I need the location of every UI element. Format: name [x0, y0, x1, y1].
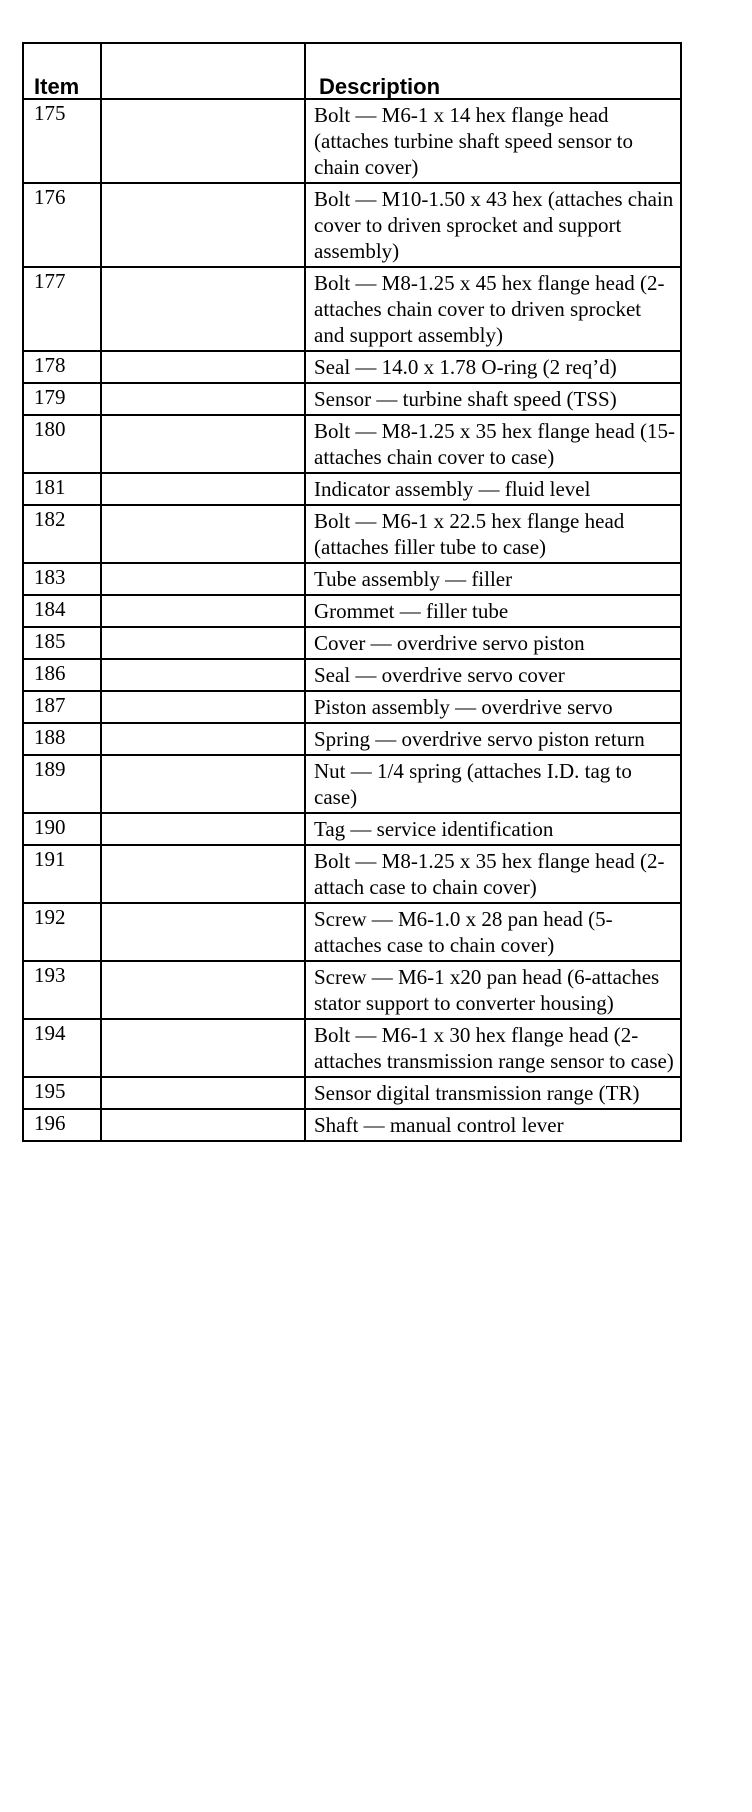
- item-number: 190: [34, 815, 66, 839]
- item-description: Grommet — filler tube: [314, 599, 509, 623]
- item-number: 187: [34, 693, 66, 717]
- item-number: 193: [34, 963, 66, 987]
- item-number: 177: [34, 269, 66, 293]
- blank-cell: [101, 595, 305, 627]
- table-row: [23, 563, 681, 595]
- table-row: [23, 813, 681, 845]
- item-cell: [23, 755, 101, 813]
- item-cell: [23, 505, 101, 563]
- item-header-label: Item: [34, 74, 80, 99]
- description-cell: [305, 845, 681, 903]
- table-row: [23, 961, 681, 1019]
- item-number: 183: [34, 565, 66, 589]
- description-cell: [305, 267, 681, 351]
- description-cell: [305, 595, 681, 627]
- description-cell: [305, 903, 681, 961]
- item-number: 179: [34, 385, 66, 409]
- blank-cell: [101, 383, 305, 415]
- description-cell: [305, 563, 681, 595]
- item-cell: [23, 813, 101, 845]
- item-description: Nut — 1/4 spring (attaches I.D. tag to case): [314, 759, 632, 809]
- item-description: Bolt — M6-1 x 22.5 hex flange head (attaches filler tube to case): [314, 509, 625, 559]
- blank-cell: [101, 99, 305, 183]
- blank-cell: [101, 1019, 305, 1077]
- description-cell: [305, 473, 681, 505]
- item-number: 185: [34, 629, 66, 653]
- item-number: 195: [34, 1079, 66, 1103]
- blank-cell: [101, 1109, 305, 1141]
- table-row: [23, 351, 681, 383]
- blank-cell: [101, 723, 305, 755]
- item-description: Seal — overdrive servo cover: [314, 663, 565, 687]
- item-number: 184: [34, 597, 66, 621]
- table-row: [23, 845, 681, 903]
- blank-cell: [101, 691, 305, 723]
- table-row: [23, 415, 681, 473]
- item-cell: [23, 627, 101, 659]
- item-number: 186: [34, 661, 66, 685]
- item-cell: [23, 473, 101, 505]
- item-column-header: [23, 43, 101, 99]
- table-row: [23, 691, 681, 723]
- table-row: [23, 595, 681, 627]
- item-number: 191: [34, 847, 66, 871]
- description-cell: [305, 755, 681, 813]
- item-cell: [23, 961, 101, 1019]
- table-row: [23, 723, 681, 755]
- description-cell: [305, 691, 681, 723]
- description-cell: [305, 813, 681, 845]
- item-number: 189: [34, 757, 66, 781]
- item-description: Seal — 14.0 x 1.78 O-ring (2 req’d): [314, 355, 617, 379]
- description-cell: [305, 383, 681, 415]
- blank-cell: [101, 563, 305, 595]
- blank-cell: [101, 813, 305, 845]
- item-description: Bolt — M8-1.25 x 45 hex flange head (2- attaches chain cover to driven sprocket and support assembly): [314, 271, 665, 347]
- item-cell: [23, 1109, 101, 1141]
- table-row: [23, 505, 681, 563]
- item-cell: [23, 595, 101, 627]
- item-cell: [23, 383, 101, 415]
- item-cell: [23, 415, 101, 473]
- table-row: [23, 755, 681, 813]
- table-row: [23, 473, 681, 505]
- item-number: 194: [34, 1021, 66, 1045]
- item-description: Bolt — M6-1 x 30 hex flange head (2-attaches transmission range sensor to case): [314, 1023, 674, 1073]
- item-description: Tube assembly — filler: [314, 567, 513, 591]
- item-description: Bolt — M8-1.25 x 35 hex flange head (2-attach case to chain cover): [314, 849, 665, 899]
- item-cell: [23, 1019, 101, 1077]
- description-column-header: [305, 43, 681, 99]
- table-row: [23, 383, 681, 415]
- blank-cell: [101, 845, 305, 903]
- item-description: Sensor — turbine shaft speed (TSS): [314, 387, 617, 411]
- blank-cell: [101, 267, 305, 351]
- item-cell: [23, 351, 101, 383]
- item-number: 192: [34, 905, 66, 929]
- description-cell: [305, 415, 681, 473]
- description-cell: [305, 99, 681, 183]
- table-row: [23, 183, 681, 267]
- item-description: Indicator assembly — fluid level: [314, 477, 591, 501]
- description-cell: [305, 351, 681, 383]
- item-number: 175: [34, 101, 66, 125]
- table-row: [23, 99, 681, 183]
- item-number: 196: [34, 1111, 66, 1135]
- item-number: 188: [34, 725, 66, 749]
- item-cell: [23, 845, 101, 903]
- item-number: 178: [34, 353, 66, 377]
- blank-cell: [101, 659, 305, 691]
- item-description: Bolt — M8-1.25 x 35 hex flange head (15-attaches chain cover to case): [314, 419, 676, 469]
- item-description: Piston assembly — overdrive servo: [314, 695, 613, 719]
- item-number: 176: [34, 185, 66, 209]
- blank-cell: [101, 415, 305, 473]
- item-cell: [23, 903, 101, 961]
- blank-cell: [101, 627, 305, 659]
- description-cell: [305, 1019, 681, 1077]
- blank-cell: [101, 755, 305, 813]
- item-cell: [23, 1077, 101, 1109]
- item-cell: [23, 267, 101, 351]
- item-cell: [23, 723, 101, 755]
- table-row: [23, 903, 681, 961]
- blank-cell: [101, 473, 305, 505]
- item-description: Bolt — M6-1 x 14 hex flange head (attaches turbine shaft speed sensor to chain cover): [314, 103, 633, 179]
- table-row: [23, 627, 681, 659]
- item-cell: [23, 691, 101, 723]
- item-number: 180: [34, 417, 66, 441]
- blank-cell: [101, 961, 305, 1019]
- item-description: Cover — overdrive servo piston: [314, 631, 585, 655]
- description-cell: [305, 723, 681, 755]
- item-description: Bolt — M10-1.50 x 43 hex (attaches chain cover to driven sprocket and support assembly): [314, 187, 674, 263]
- item-description: Sensor digital transmission range (TR): [314, 1081, 640, 1105]
- description-cell: [305, 1077, 681, 1109]
- table-row: [23, 1077, 681, 1109]
- description-cell: [305, 1109, 681, 1141]
- item-cell: [23, 563, 101, 595]
- blank-cell: [101, 1077, 305, 1109]
- blank-cell: [101, 183, 305, 267]
- description-cell: [305, 961, 681, 1019]
- table-row: [23, 267, 681, 351]
- blank-column-header: [101, 43, 305, 99]
- item-description: Shaft — manual control lever: [314, 1113, 564, 1137]
- item-description: Screw — M6-1 x20 pan head (6-attaches stator support to converter housing): [314, 965, 660, 1015]
- table-row: [23, 1019, 681, 1077]
- table-row: [23, 659, 681, 691]
- item-cell: [23, 659, 101, 691]
- item-number: 182: [34, 507, 66, 531]
- item-number: 181: [34, 475, 66, 499]
- item-cell: [23, 99, 101, 183]
- blank-cell: [101, 505, 305, 563]
- table-header-row: [23, 43, 681, 99]
- blank-cell: [101, 351, 305, 383]
- description-cell: [305, 627, 681, 659]
- item-description: Screw — M6-1.0 x 28 pan head (5-attaches case to chain cover): [314, 907, 613, 957]
- blank-cell: [101, 903, 305, 961]
- description-header-label: Description: [319, 74, 441, 99]
- item-description: Tag — service identification: [314, 817, 554, 841]
- description-cell: [305, 505, 681, 563]
- description-cell: [305, 183, 681, 267]
- description-cell: [305, 659, 681, 691]
- parts-table: [22, 42, 682, 1142]
- item-cell: [23, 183, 101, 267]
- table-row: [23, 1109, 681, 1141]
- item-description: Spring — overdrive servo piston return: [314, 727, 645, 751]
